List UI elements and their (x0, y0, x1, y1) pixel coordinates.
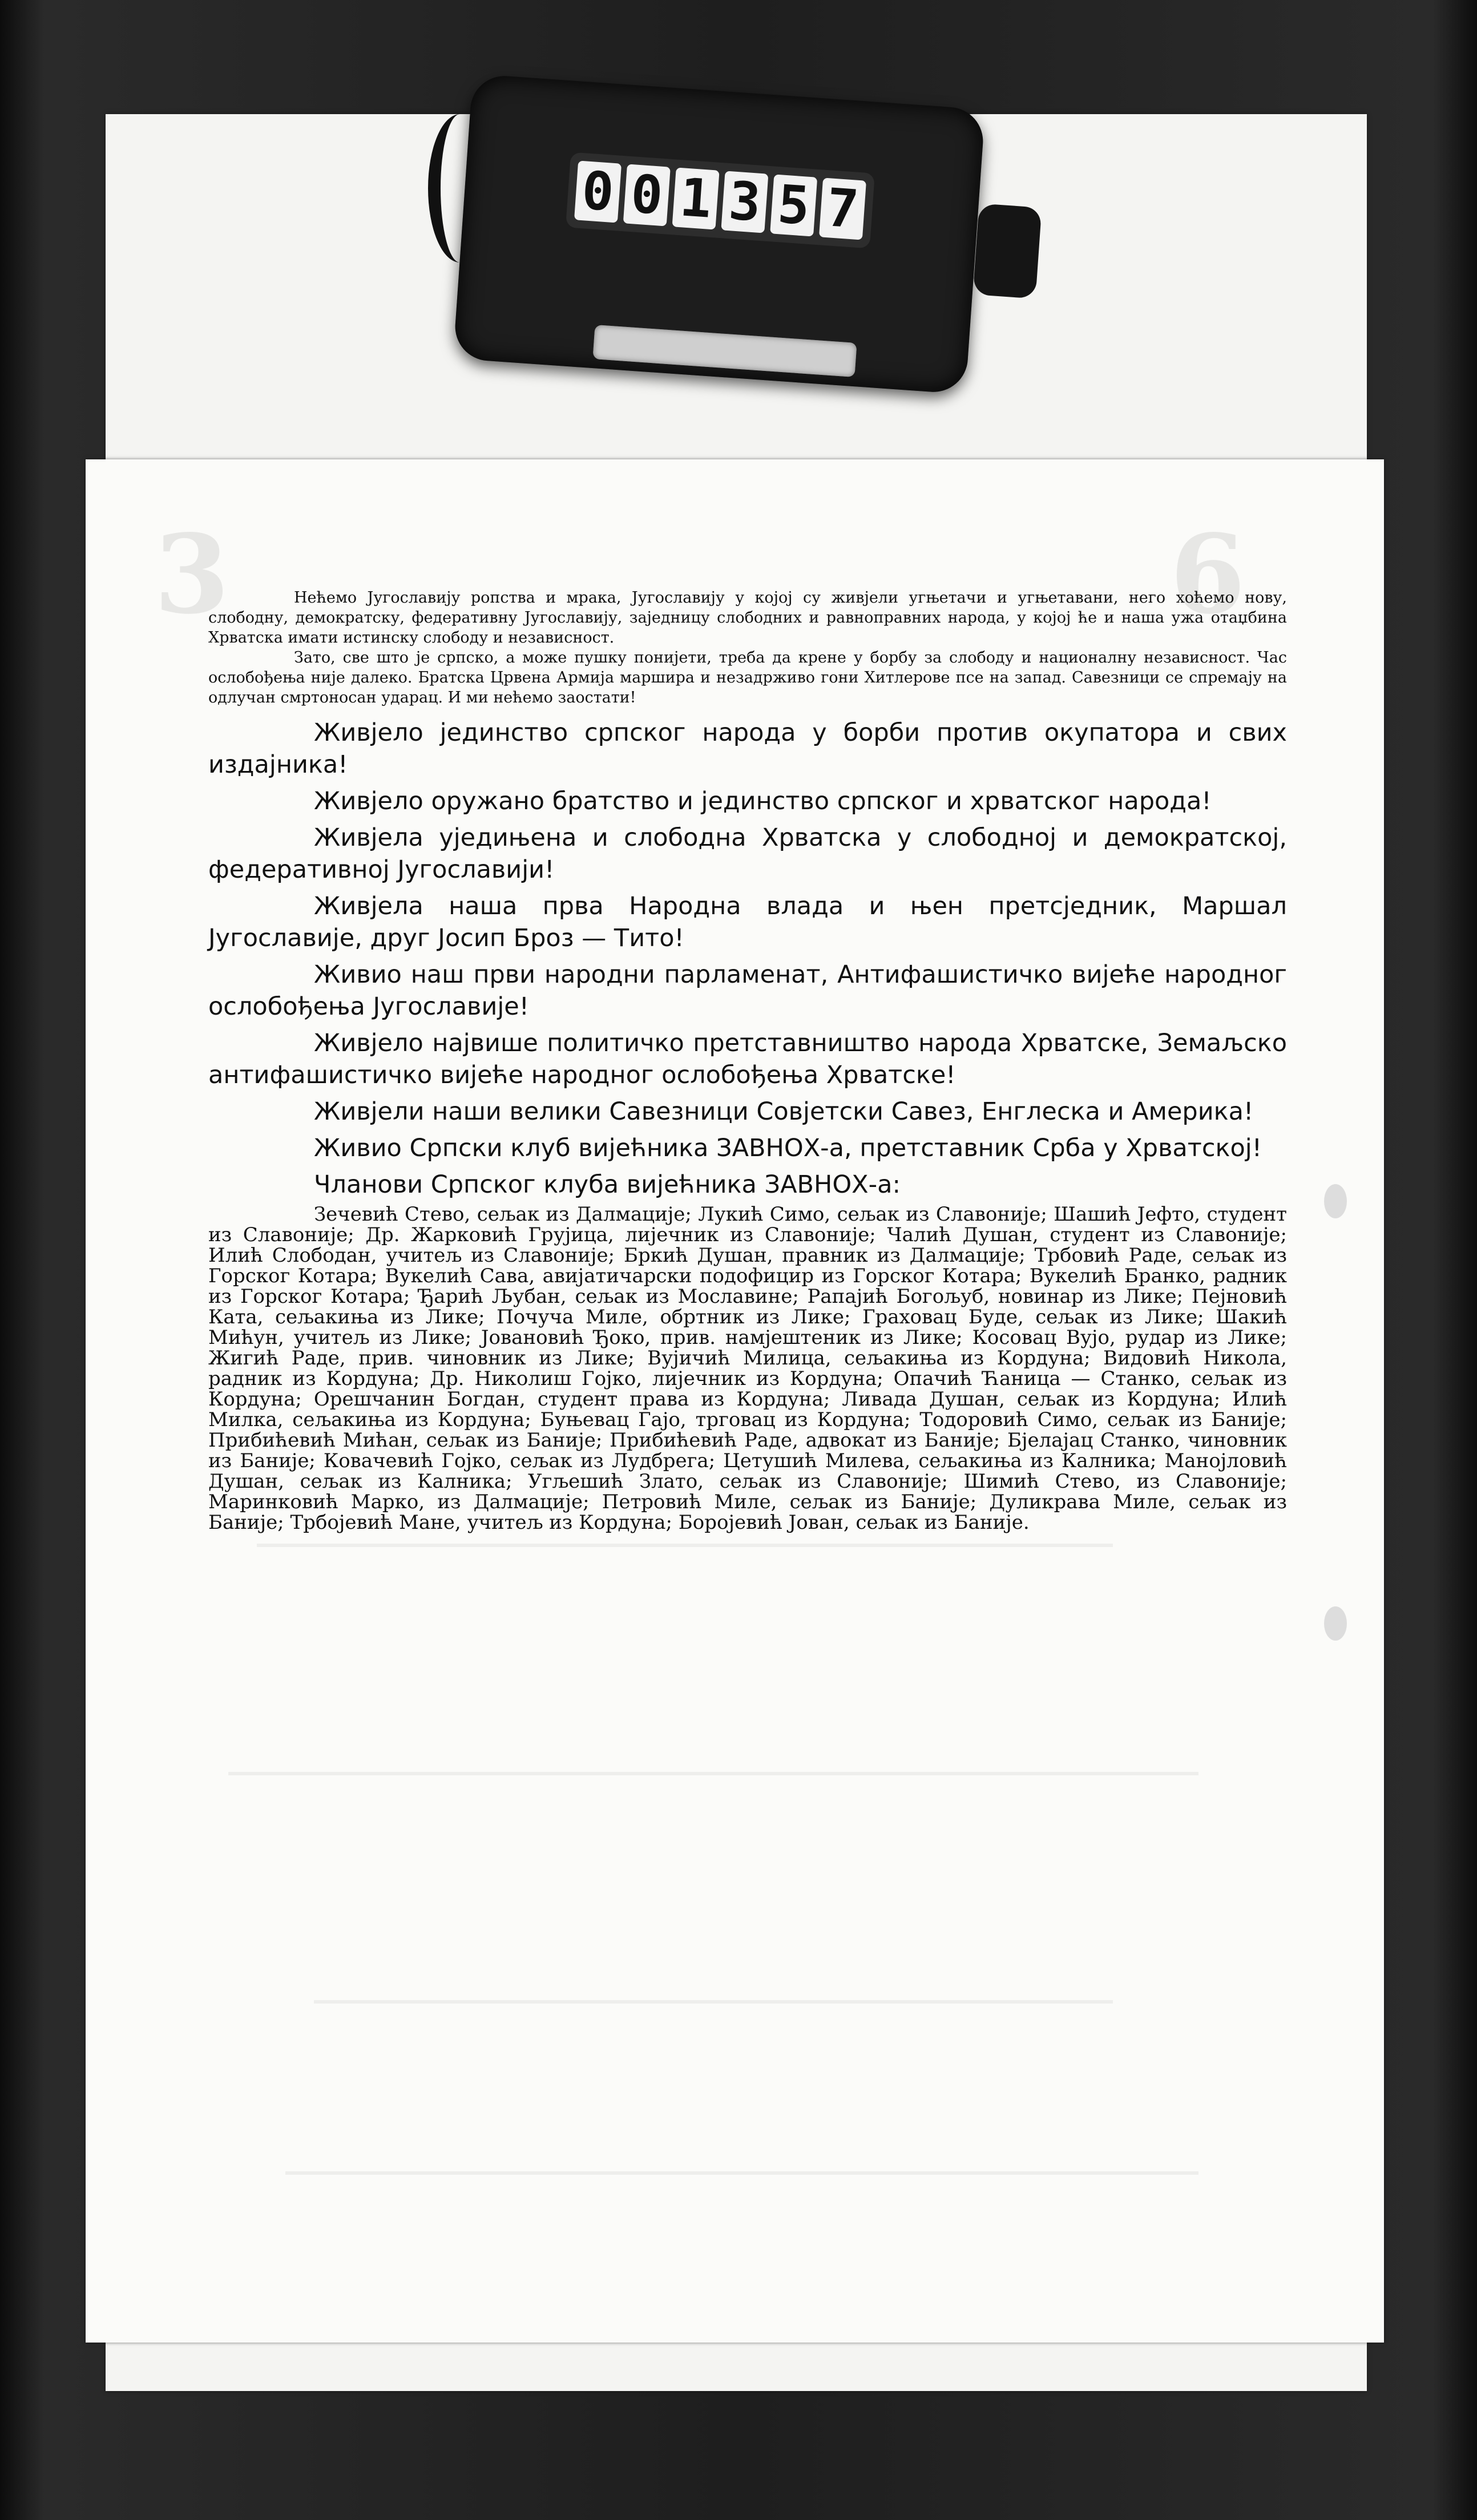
intro-paragraph: Нећемо Југославију ропства и мрака, Југославију у којој су живјели угњетачи и угњетавани, него хоћемо нову, слободну, демократску, федеративну Југославију, заједницу слободних и равноправних народа, у којој ће и наша ужа отаџбина Хрватска имати истинску слободу и независност. (208, 589, 1287, 647)
counter-digit: 0 (623, 164, 671, 226)
slogan: Живјело јединство српског народа у борби против окупатора и свих издајника! (208, 718, 1287, 779)
counter-digit: 0 (574, 160, 622, 223)
slogan: Живјело оружано братство и јединство српског и хрватског народа! (314, 787, 1212, 815)
slogan: Живјела наша прва Народна влада и њен претсједник, Маршал Југославије, друг Јосип Броз — Тито! (208, 892, 1287, 952)
bleed-through-line (285, 2171, 1198, 2175)
counter-digit: 5 (770, 174, 817, 236)
counter-digit: 3 (721, 171, 768, 233)
document-text (208, 588, 1287, 1533)
slogan: Живјела уједињена и слободна Хрватска у слободној и демократској, федеративној Југославији! (208, 823, 1287, 884)
punch-hole (1324, 1184, 1347, 1218)
members-list: Зечевић Стево, сељак из Далмације; Лукић Симо, сељак из Славоније; Шашић Јефто, студент из Славоније; Др. Жарковић Грујица, лијечник из Славоније; Чалић Душан, студент из Славоније; Илић Слободан, учитељ из Славоније; Бркић Душан, правник из Далмације; Трбовић Раде, сељак из Горског Котара; Вукелић Сава, авијатичарски подофицир из Горског Котара; Вукелић Бранко, радник из Горског Котара; Ђарић Љубан, сељак из Мославине; Рапајић Богољуб, новинар из Лике; Пејновић Ката, сељакиња из Лике; Почуча Миле, обртник из Лике; Граховац Буде, сељак из Лике; Шакић Мићун, учитељ из Лике; Јовановић Ђоко, прив. намјештеник из Лике; Косовац Вујо, рудар из Лике; Жигић Раде, прив. чиновник из Лике; Вујичић Милица, сељакиња из Кордуна; Видовић Никола, радник из Кордуна; Др. Николиш Гојко, лијечник из Кордуна; Опачић Ћаница — Станко, сељак из Кордуна; Орешчанин Богдан, студент права из Кордуна; Ливада Душан, сељак из Кордуна; Илић Милка, сељакиња из Кордуна; Буњевац Гајо, трговац из Кордуна; Тодоровић Симо, сељак из Баније; Прибићевић Мићан, сељак из Баније; Прибићевић Раде, адвокат из Баније; Бјелајац Станко, чиновник из Баније; Ковачевић Гојко, сељак из Лудбрега; Цетушић Милева, сељакиња из Калника; Манојловић Душан, сељак из Калника; Угљешић Злато, сељак из Славоније; Шимић Стево, из Славоније; Маринковић Марко, из Далмације; Петровић Миле, сељак из Баније; Дуликрава Миле, сељак из Баније; Трбојевић Мане, учитељ из Кордуна; Боројевић Јован, сељак из Баније. (208, 1203, 1287, 1534)
slogan: Живио наш први народни парламенат, Антифашистичко вијеће народног ослобођења Југославије! (208, 960, 1287, 1021)
bleed-through-mark: 6 (1170, 511, 1246, 638)
bleed-through-line (257, 1544, 1113, 1547)
counter-digit: 1 (672, 167, 720, 229)
bleed-through-line (314, 2000, 1113, 2004)
bleed-through-line (228, 1772, 1198, 1775)
bleed-through-mark: 3 (154, 511, 230, 638)
slogan: Живио Српски клуб вијећника ЗАВНОХ-а, претставник Срба у Хрватској! (314, 1134, 1262, 1162)
slogan: Живјели наши велики Савезници Совјетски Савез, Енглеска и Америка! (314, 1097, 1254, 1126)
frame-counter-device (451, 63, 987, 382)
intro-paragraph: Зато, све што је српско, а може пушку понијети, треба да крене у борбу за слободу и националну независност. Час ослобођења није далеко. Братска Црвена Армија маршира и незадрживо гони Хитлерове псе на запад. Савезници се спремају на одлучан смртоносан ударац. И ми нећемо заостати! (208, 649, 1287, 706)
punch-hole (1324, 1606, 1347, 1641)
counter-knob (973, 203, 1042, 298)
counter-digit: 7 (819, 177, 866, 240)
members-title: Чланови Српског клуба вијећника ЗАВНОХ-а: (314, 1170, 901, 1199)
slogan: Живјело највише политичко претставништво народа Хрватске, Земаљско антифашистичко вијеће народног ослобођења Хрватске! (208, 1029, 1287, 1089)
